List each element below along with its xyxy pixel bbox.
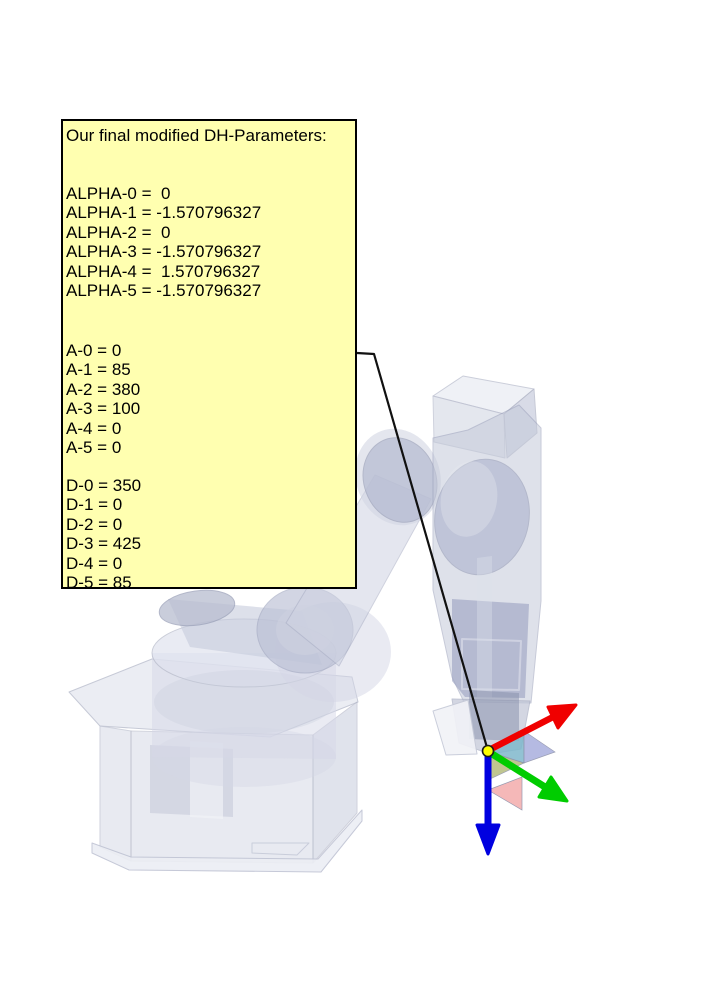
alpha-line: ALPHA-1 = -1.570796327	[66, 203, 262, 223]
note-title: Our final modified DH-Parameters:	[66, 126, 327, 145]
dh-parameters-note[interactable]	[61, 119, 357, 593]
z-axis-arrowhead	[477, 825, 499, 854]
a-line: A-2 = 380	[66, 379, 141, 399]
alpha-parameters-block	[66, 184, 261, 300]
a-line: A-3 = 100	[66, 399, 141, 419]
d-parameters-block	[66, 476, 141, 592]
alpha-line: ALPHA-2 = 0	[66, 222, 171, 242]
plane-xy-triangle	[524, 731, 555, 763]
a-line: A-0 = 0	[66, 341, 122, 360]
alpha-line: ALPHA-3 = -1.570796327	[66, 242, 262, 262]
plane-yz-triangle	[488, 777, 522, 810]
x-axis-arrowhead	[548, 705, 576, 728]
column-bottom	[152, 727, 336, 787]
robot-forearm	[426, 376, 541, 755]
alpha-line: ALPHA-5 = -1.570796327	[66, 281, 262, 301]
a-line: A-1 = 85	[66, 360, 131, 380]
a-line: A-5 = 0	[66, 438, 122, 458]
a-line: A-4 = 0	[66, 418, 122, 438]
d-line: D-1 = 0	[66, 495, 123, 515]
alpha-line: ALPHA-0 = 0	[66, 184, 171, 203]
y-axis-arrowhead	[539, 777, 567, 801]
base-left-face	[100, 726, 131, 861]
wrist-dark-box	[469, 690, 519, 741]
origin-marker[interactable]	[483, 746, 494, 757]
a-parameters-block	[66, 341, 140, 457]
d-line: D-0 = 350	[66, 476, 142, 495]
d-line: D-5 = 85	[66, 573, 132, 593]
d-line: D-2 = 0	[66, 514, 123, 534]
d-line: D-4 = 0	[66, 553, 123, 573]
alpha-line: ALPHA-4 = 1.570796327	[66, 261, 261, 281]
forearm-strip	[477, 556, 492, 700]
d-line: D-3 = 425	[66, 534, 142, 554]
